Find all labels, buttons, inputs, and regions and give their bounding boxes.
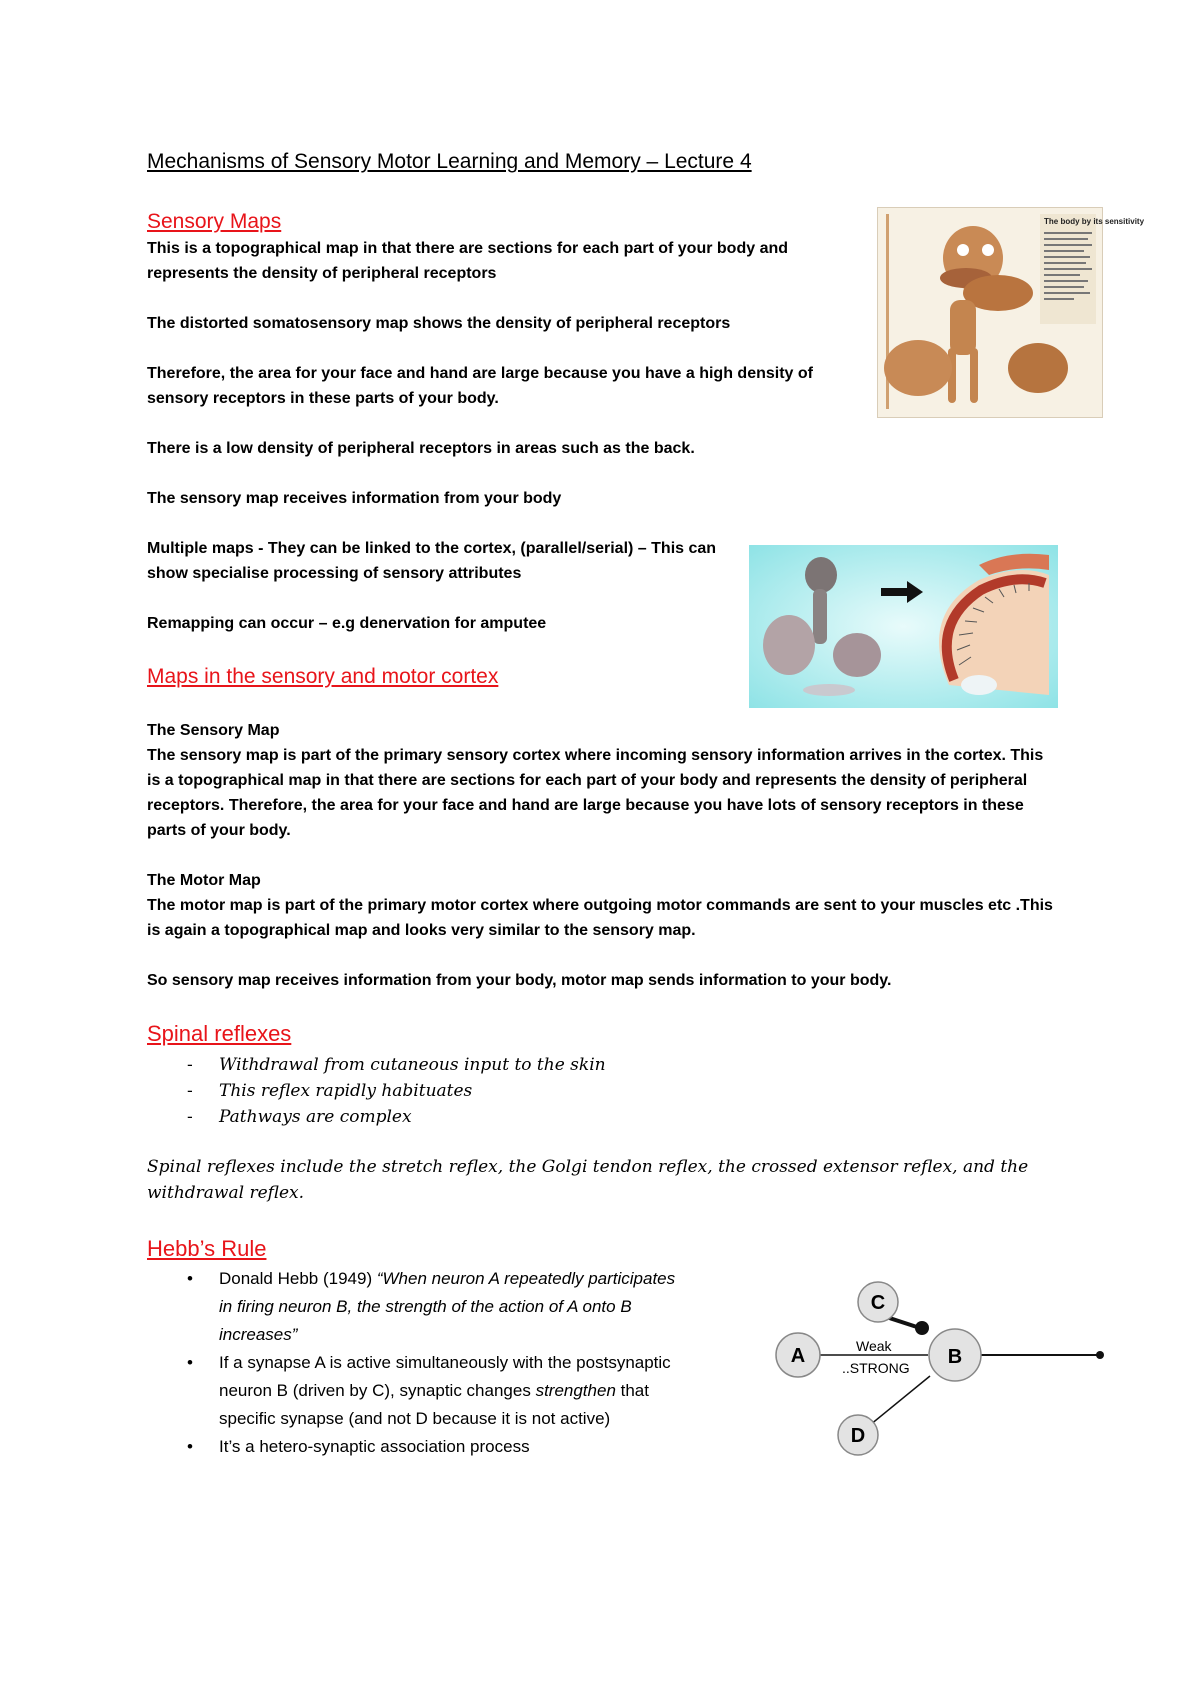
sensory-map-text: The sensory map is part of the primary sensory cortex where incoming sensory information arrives in the cortex. This is a topographical map in that there are sections for each part of your body and represents the density of peripheral receptors. Therefore, the area for your face and hand are large because you have lots of sensory receptors in these parts of your body. bbox=[147, 747, 1044, 839]
sensory-maps-p7: Remapping can occur – e.g denervation for amputee bbox=[147, 615, 547, 632]
homunculus-figure bbox=[878, 208, 1145, 417]
homunculus-caption: The body by its sensitivity bbox=[1044, 217, 1145, 226]
weak-label: Weak bbox=[856, 1338, 892, 1354]
spinal-reflexes-list bbox=[147, 1052, 847, 1130]
list-item: - This reflex rapidly habituates bbox=[187, 1081, 473, 1101]
list-item: • Donald Hebb (1949) “When neuron A repeatedly participates in firing neuron B, the strength of the action of A onto B increases” bbox=[187, 1269, 676, 1344]
maps-cortex-heading: Maps in the sensory and motor cortex bbox=[147, 665, 499, 688]
homunculus-image bbox=[877, 207, 1145, 418]
sensory-maps-p1: This is a topographical map in that there are sections for each part of your body and represents the density of peripheral receptors bbox=[147, 240, 789, 282]
sensory-maps-p3: Therefore, the area for your face and hand are large because you have a high density of sensory receptors in these parts of your body. bbox=[147, 365, 813, 407]
sensory-maps-heading: Sensory Maps bbox=[147, 210, 282, 233]
axon-terminal bbox=[1096, 1351, 1104, 1359]
list-item: - Pathways are complex bbox=[187, 1107, 412, 1127]
maps-summary: So sensory map receives information from your body, motor map sends information to your body. bbox=[147, 972, 892, 989]
strong-label: ..STRONG bbox=[842, 1360, 910, 1376]
synapse-d-line bbox=[870, 1376, 930, 1425]
synapse-c-terminal bbox=[915, 1321, 929, 1335]
neuron-c-label: C bbox=[870, 1292, 886, 1314]
spinal-reflexes-text: Spinal reflexes include the stretch reflex, the Golgi tendon reflex, the crossed extensor reflex, and the withdrawal reflex. bbox=[147, 1157, 1029, 1203]
hebb-diagram bbox=[770, 1280, 1110, 1460]
hebbs-rule-heading: Hebb’s Rule bbox=[147, 1236, 267, 1261]
sensory-maps-p6: Multiple maps - They can be linked to the cortex, (parallel/serial) – This can show specialise processing of sensory attributes bbox=[147, 540, 717, 582]
list-item: • If a synapse A is active simultaneously with the postsynaptic neuron B (driven by C), synaptic changes strengthen that specific synapse (and not D because it is not active) bbox=[187, 1353, 671, 1428]
motor-map-text: The motor map is part of the primary motor cortex where outgoing motor commands are sent to your muscles etc .This is again a topographical map and looks very similar to the sensory map. bbox=[147, 897, 1053, 939]
arrow-icon bbox=[881, 588, 909, 596]
homunculus-cortex-image bbox=[749, 545, 1058, 708]
homunculus-cortex-figure bbox=[749, 545, 1058, 708]
list-item: • It’s a hetero-synaptic association process bbox=[187, 1437, 530, 1456]
neuron-d-label: D bbox=[850, 1425, 866, 1447]
motor-map-title: The Motor Map bbox=[147, 872, 261, 889]
sensory-maps-p4: There is a low density of peripheral receptors in areas such as the back. bbox=[147, 440, 695, 457]
hebbs-rule-list bbox=[147, 1265, 687, 1461]
sensory-map-title: The Sensory Map bbox=[147, 722, 280, 739]
neuron-b-label: B bbox=[947, 1346, 963, 1368]
sensory-maps-p5: The sensory map receives information from your body bbox=[147, 490, 562, 507]
list-item: - Withdrawal from cutaneous input to the skin bbox=[187, 1055, 606, 1075]
spinal-reflexes-heading: Spinal reflexes bbox=[147, 1021, 292, 1046]
page-title: Mechanisms of Sensory Motor Learning and Memory – Lecture 4 bbox=[147, 150, 752, 173]
neuron-a-label: A bbox=[790, 1345, 806, 1367]
sensory-maps-p2: The distorted somatosensory map shows the density of peripheral receptors bbox=[147, 315, 731, 332]
